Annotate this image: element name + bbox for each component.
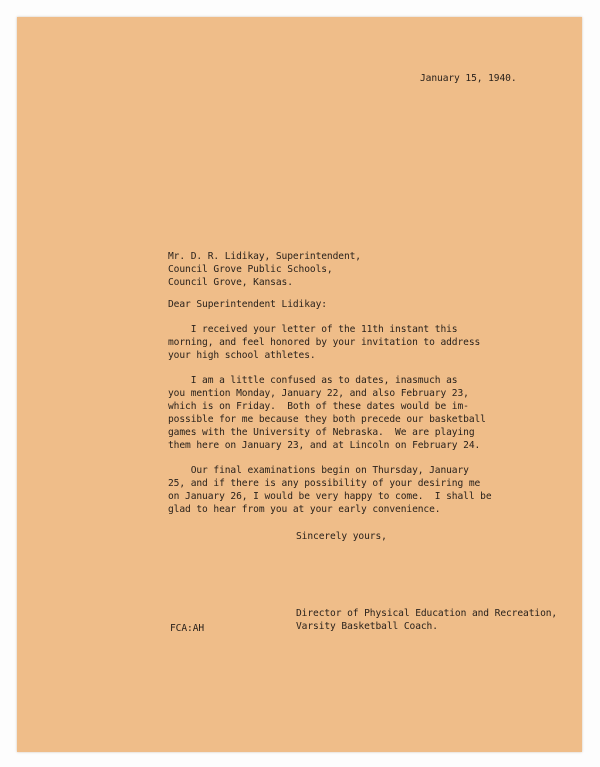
recipient-line: Mr. D. R. Lidikay, Superintendent, <box>168 251 361 262</box>
signature-line: Director of Physical Education and Recreation, <box>296 608 558 619</box>
recipient-line: Council Grove, Kansas. <box>168 277 293 288</box>
paragraph-line: games with the University of Nebraska. We are playing <box>168 427 475 438</box>
letter-date: January 15, 1940. <box>420 73 517 84</box>
paragraph-line: possible for me because they both precede our basketball <box>168 414 486 425</box>
paragraph-line: you mention Monday, January 22, and also February 23, <box>168 388 469 399</box>
recipient-line: Council Grove Public Schools, <box>168 264 333 275</box>
paragraph-line: I am a little confused as to dates, inasmuch as <box>168 375 458 386</box>
salutation: Dear Superintendent Lidikay: <box>168 299 327 310</box>
letter-page <box>17 17 582 752</box>
paragraph-line: which is on Friday. Both of these dates would be im- <box>168 401 469 412</box>
signature-line: Varsity Basketball Coach. <box>296 621 438 632</box>
paragraph-line: I received your letter of the 11th instant this <box>168 324 458 335</box>
paragraph-line: Our final examinations begin on Thursday, January <box>168 465 469 476</box>
paragraph-line: on January 26, I would be very happy to come. I shall be <box>168 491 492 502</box>
typist-initials: FCA:AH <box>170 623 205 634</box>
paragraph-line: your high school athletes. <box>168 350 316 361</box>
paragraph-line: 25, and if there is any possibility of your desiring me <box>168 478 481 489</box>
paragraph-line: them here on January 23, and at Lincoln on February 24. <box>168 440 481 451</box>
closing: Sincerely yours, <box>296 531 387 542</box>
paragraph-line: glad to hear from you at your early convenience. <box>168 504 441 515</box>
paragraph-line: morning, and feel honored by your invitation to address <box>168 337 481 348</box>
